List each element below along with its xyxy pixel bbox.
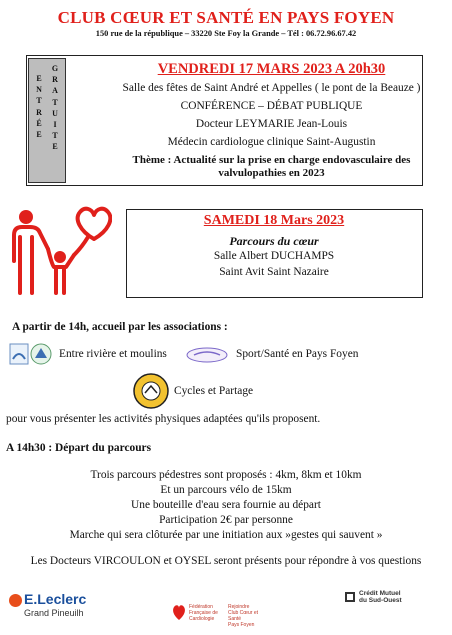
conference-theme-line2: valvulopathies en 2023 <box>218 167 325 179</box>
badge-entree-column: E N T R É E <box>36 74 42 140</box>
conference-type: CONFÉRENCE – DÉBAT PUBLIQUE <box>180 100 363 112</box>
leclerc-logo: E.Leclerc Grand Pineuilh <box>9 591 117 621</box>
poster-title: CLUB CŒUR ET SANTÉ EN PAYS FOYEN <box>57 8 395 27</box>
doctors-text: Les Docteurs VIRCOULON et OYSEL seront présents pour répondre à vos questions <box>30 555 422 567</box>
conference-venue: Salle des fêtes de Saint André et Appelles ( le pont de la Beauze ) <box>122 82 421 94</box>
gestures-info: Marche qui sera clôturée par une initiation aux »gestes qui sauvent » <box>69 529 383 541</box>
parcours-venue: Salle Albert DUCHAMPS <box>213 250 335 262</box>
club-address: 150 rue de la république – 33220 Ste Foy la Grande – Tél : 06.72.96.67.42 <box>95 29 357 38</box>
family-heart-illustration <box>8 203 112 299</box>
conference-date: VENDREDI 17 MARS 2023 A 20h30 <box>157 61 386 77</box>
conference-speaker: Docteur LEYMARIE Jean-Louis <box>195 118 348 130</box>
conference-box <box>26 55 423 186</box>
entre-riviere-et-moulins-logo <box>9 341 53 367</box>
departure-text: A 14h30 : Départ du parcours <box>6 442 152 454</box>
assoc-sport-sante-label: Sport/Santé en Pays Foyen <box>236 348 359 360</box>
parcours-box <box>126 209 423 298</box>
badge-gratuite-column: G R A T U I T E <box>51 64 59 152</box>
parcours-date: SAMEDI 18 Mars 2023 <box>203 213 345 228</box>
parcours-name: Parcours du cœur <box>229 234 319 248</box>
ffc-logo: Fédération Française de Cardiologie Rejoindre Club Cœur et Santé Pays Foyen <box>172 601 272 633</box>
conference-theme-line1: Thème : Actualité sur la prise en charge endovasculaire des <box>132 154 411 166</box>
water-info: Une bouteille d'eau sera fournie au départ <box>131 499 321 511</box>
conference-speaker-role: Médecin cardiologue clinique Saint-Augustin <box>167 136 376 148</box>
bike-info: Et un parcours vélo de 15km <box>160 484 292 496</box>
parcours-town: Saint Avit Saint Nazaire <box>219 266 329 278</box>
walks-info: Trois parcours pédestres sont proposés : 4km, 8km et 10km <box>90 469 362 481</box>
free-entry-badge <box>28 58 66 183</box>
sport-sante-logo <box>186 347 228 363</box>
assoc-entre-riviere-label: Entre rivière et moulins <box>59 348 167 360</box>
welcome-text: A partir de 14h, accueil par les associations : <box>12 321 228 333</box>
credit-mutuel-logo: Crédit Mutuel du Sud-Ouest <box>345 590 445 610</box>
ffc-heart-icon <box>172 603 186 621</box>
fee-info: Participation 2€ par personne <box>159 514 293 526</box>
cycles-et-partage-logo <box>133 373 169 409</box>
present-text: pour vous présenter les activités physiques adaptées qu'ils proposent. <box>6 413 321 425</box>
assoc-cycles-label: Cycles et Partage <box>174 385 254 397</box>
